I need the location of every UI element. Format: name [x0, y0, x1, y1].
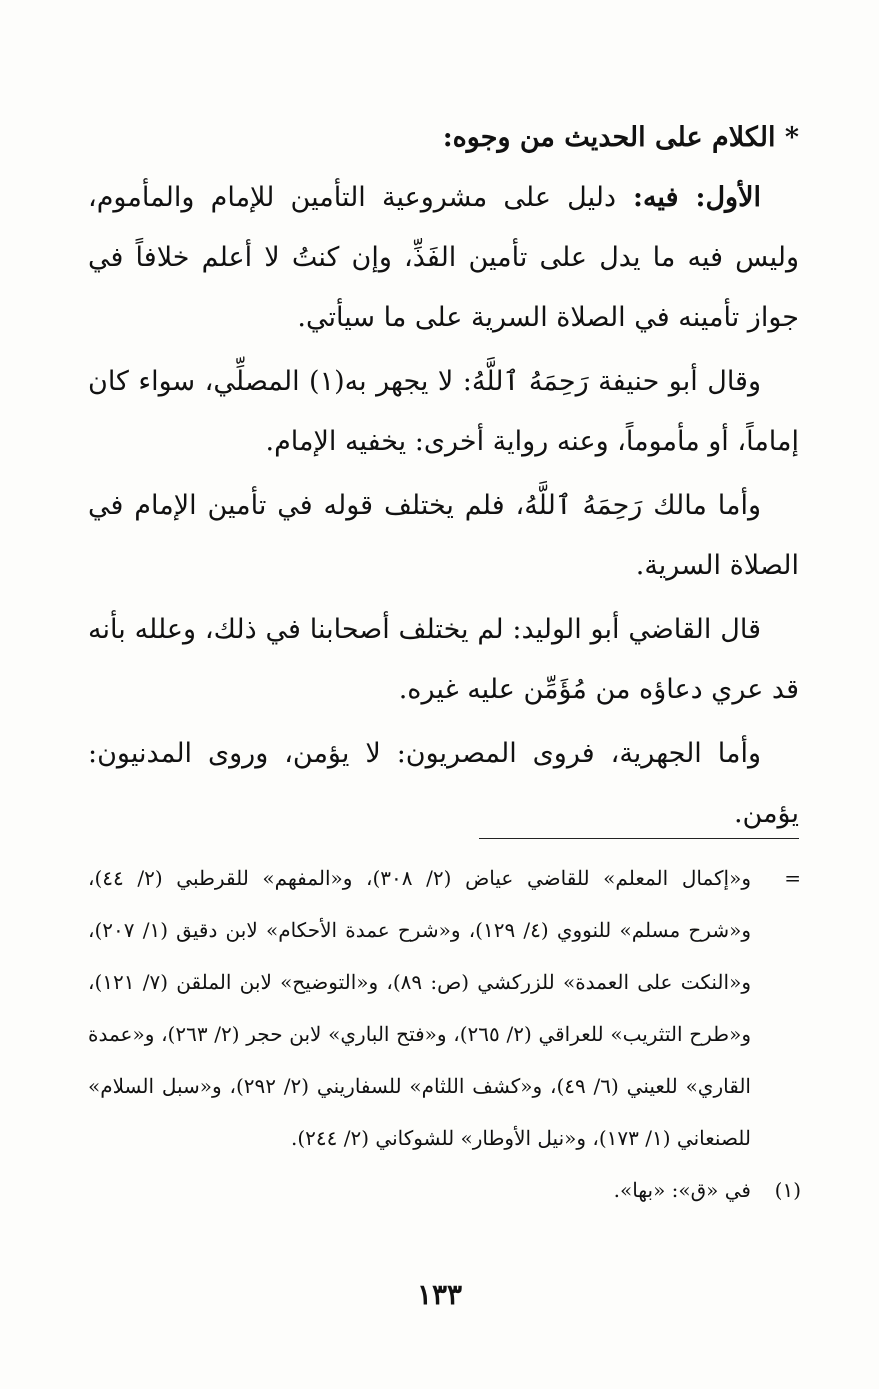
footnote-continued: [88, 852, 801, 1164]
footnote-text: في «ق»: «بها».: [613, 1178, 751, 1202]
footnotes: [88, 852, 801, 1216]
paragraph-1: [88, 168, 799, 348]
paragraph-5: [88, 724, 799, 844]
paragraph-text: وقال أبو حنيفة رَحِمَهُ ٱللَّهُ: لا يجهر به(١) المصلِّي، سواء كان إماماً، أو مأموماً، وعنه رواية أخرى: يخفيه الإمام.: [88, 366, 799, 457]
footnote-text: و«إكمال المعلم» للقاضي عياض (٢/ ٣٠٨)، و«المفهم» للقرطبي (٢/ ٤٤)، و«شرح مسلم» للنووي (٤/ ١٢٩)، و«شرح عمدة الأحكام» لابن دقيق (١/ ٢٠٧)، و«النكت على العمدة» للزركشي (ص: ٨٩)، و«التوضيح» لابن الملقن (٧/ ١٢١)، و«طرح التثريب» للعراقي (٢/ ٢٦٥)، و«فتح الباري» لابن حجر (٢/ ٢٦٣)، و«عمدة القاري» للعيني (٦/ ٤٩)، و«كشف اللثام» للسفاريني (٢/ ٢٩٢)، و«سبل السلام» للصنعاني (١/ ١٧٣)، و«نيل الأوطار» للشوكاني (٢/ ٢٤٤).: [88, 866, 751, 1150]
paragraph-2: [88, 352, 799, 472]
footnote-marker: =: [784, 866, 801, 890]
paragraph-text: قال القاضي أبو الوليد: لم يختلف أصحابنا في ذلك، وعلله بأنه قد عري دعاؤه من مُؤَمِّن عليه غيره.: [88, 614, 799, 705]
paragraph-3: [88, 476, 799, 596]
footnote-marker: (١): [774, 1178, 801, 1202]
main-text: [88, 108, 799, 848]
paragraph-lead: الأول: فيه:: [615, 182, 761, 213]
footnote-1: [88, 1164, 801, 1216]
paragraph-4: [88, 600, 799, 720]
paragraph-text: دليل على مشروعية التأمين للإمام والمأموم، وليس فيه ما يدل على تأمين الفَذِّ، وإن كنتُ لا أعلم خلافاً في جواز تأمينه في الصلاة السرية على ما سيأتي.: [88, 182, 799, 333]
page-number: ١٣٣: [416, 1278, 463, 1311]
paragraph-text: وأما مالك رَحِمَهُ ٱللَّهُ، فلم يختلف قوله في تأمين الإمام في الصلاة السرية.: [88, 490, 799, 581]
paragraph-text: وأما الجهرية، فروى المصريون: لا يؤمن، وروى المدنيون: يؤمن.: [88, 738, 799, 829]
section-heading: * الكلام على الحديث من وجوه:: [442, 122, 799, 153]
footnote-separator: [479, 838, 799, 839]
